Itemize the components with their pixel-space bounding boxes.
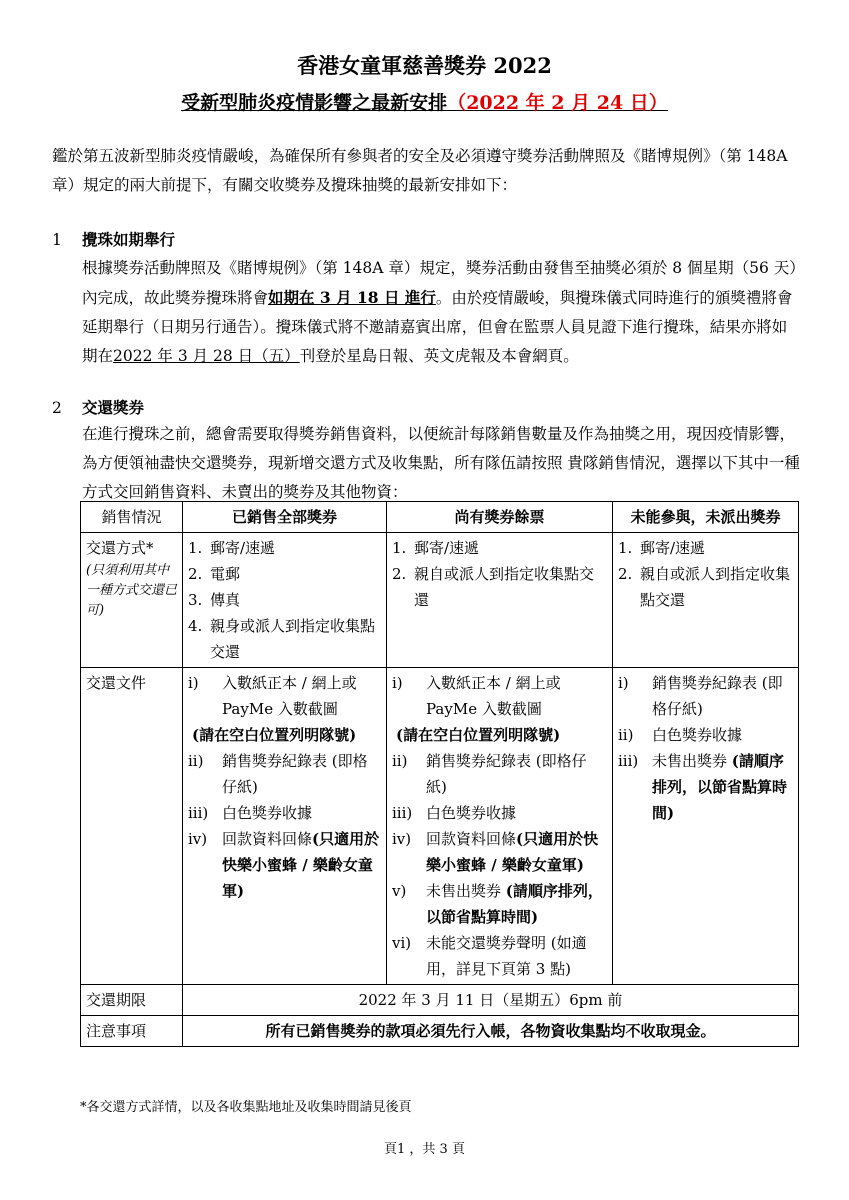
list-item: iv) 回款資料回條(只適用於快樂小蜜蜂 / 樂齡女童軍) [188,830,380,900]
list-item: 1. 郵寄/速遞 [392,539,480,557]
subtitle-main: 受新型肺炎疫情影響之最新安排 [181,92,448,114]
header-all-sold: 已銷售全部獎券 [183,502,387,533]
header-not-participating: 未能參與，未派出獎券 [613,502,799,533]
header-sales-status: 銷售情況 [81,502,183,533]
header-remaining: 尚有獎券餘票 [387,502,613,533]
section-1-paragraph [82,254,802,371]
table-row-notes [81,1016,799,1047]
list-item: v) 未售出獎券 (請順序排列，以節省點算時間) [392,882,603,926]
section-2-heading [52,396,144,418]
notes-value: 所有已銷售獎券的款項必須先行入帳，各物資收集點均不收取現金。 [183,1016,799,1047]
list-item: 4. 親身或派人到指定收集點交還 [188,617,376,661]
docs-not-participating [613,668,799,985]
section-1-draw-date: 如期在 3 月 18 日 進行 [268,288,436,307]
list-item: ii) 銷售獎券紀錄表 (即格仔紙) [188,752,368,796]
document-title: 香港女童軍慈善獎券 2022 [297,53,552,78]
list-item: 3. 傳真 [188,591,241,609]
document-subtitle [0,88,849,115]
deadline-label: 交還期限 [81,985,183,1016]
method-label-cell [81,533,183,668]
docs-label: 交還文件 [81,668,183,985]
docs-remaining [387,668,613,985]
section-1-result-date: 2022 年 3 月 28 日（五） [113,347,300,365]
section-1-title: 攪珠如期舉行 [82,230,176,249]
section-1-heading [52,228,175,250]
method-note: (只須利用其中一種方式交還已可) [86,563,178,618]
section-1-text-a: 根據獎券活動牌照及《賭博規例》（第 148A 章）規定，獎券活動由發售至抽獎必須於 8 個星期（56 天）內完成，故此獎券攪珠將會 [82,259,798,307]
deadline-value: 2022 年 3 月 11 日（星期五）6pm 前 [183,985,799,1016]
list-item: 1. 郵寄/速遞 [188,539,276,557]
method-all-sold [183,533,387,668]
list-item: iii) 白色獎券收據 [188,804,313,822]
list-item: ii) 白色獎券收據 [618,726,743,744]
table-row-deadline [81,985,799,1016]
footnote: *各交還方式詳情，以及各收集點地址及收集時間請見後頁 [80,1100,412,1115]
list-item: 2. 親自或派人到指定收集點交還 [618,565,791,609]
table-header-row [81,502,799,533]
section-1-text-e: 刊登於星島日報、英文虎報及本會網頁。 [299,347,579,365]
list-item: iii) 白色獎券收據 [392,804,517,822]
section-2-paragraph: 在進行攪珠之前，總會需要取得獎券銷售資料，以便統計每隊銷售數量及作為抽獎之用，現因疫情影響，為方便領袖盡快交還獎券，現新增交還方式及收集點，所有隊伍請按照 貴隊銷售情況，選擇以下其中一種方式交回銷售資料、未賣出的獎券及其他物資： [82,425,800,501]
intro-paragraph: 鑑於第五波新型肺炎疫情嚴峻，為確保所有參與者的安全及必須遵守獎券活動牌照及《賭博規例》（第 148A 章）規定的兩大前提下，有關交收獎券及攪珠抽獎的最新安排如下： [52,147,788,194]
docs-note: (請在空白位置列明隊號) [192,726,357,744]
method-not-participating [613,533,799,668]
list-item: iii) 未售出獎券 (請順序排列，以節省點算時間) [618,752,788,822]
notes-label: 注意事項 [81,1016,183,1047]
docs-all-sold [183,668,387,985]
method-remaining [387,533,613,668]
list-item: iv) 回款資料回條(只適用於快樂小蜜蜂 / 樂齡女童軍) [392,830,599,874]
list-item: 1. 郵寄/速遞 [618,539,706,557]
list-item: i) 入數紙正本 / 網上或 PayMe 入數截圖 [392,674,561,718]
section-2-number: 2 [52,399,62,417]
list-item: 2. 電郵 [188,565,241,583]
table-row-method [81,533,799,668]
return-arrangement-table [80,501,799,1047]
list-item: vi) 未能交還獎券聲明 (如適用，詳見下頁第 3 點) [392,934,587,978]
section-2-title: 交還獎券 [82,398,145,417]
section-1-text-c: 。由於疫情嚴峻，與攪珠儀式同時進行的頒獎禮將會延期舉行（日期另行通告）。攪珠儀式將不邀請嘉賓出席，但會在監票人員見證下進行攪珠，結果亦將如期在 [82,289,793,365]
docs-note: (請在空白位置列明隊號) [396,726,561,744]
page-number: 頁1 ，共 3 頁 [384,1142,465,1157]
list-item: 2. 親自或派人到指定收集點交還 [392,565,595,609]
list-item: i) 入數紙正本 / 網上或 PayMe 入數截圖 [188,674,357,718]
list-item: ii) 銷售獎券紀錄表 (即格仔紙) [392,752,587,796]
list-item: i) 銷售獎券紀錄表 (即格仔紙) [618,674,783,718]
section-1-number: 1 [52,231,62,249]
subtitle-date: （2022 年 2 月 24 日） [447,92,668,114]
method-label: 交還方式* [86,539,154,557]
table-row-documents [81,668,799,985]
